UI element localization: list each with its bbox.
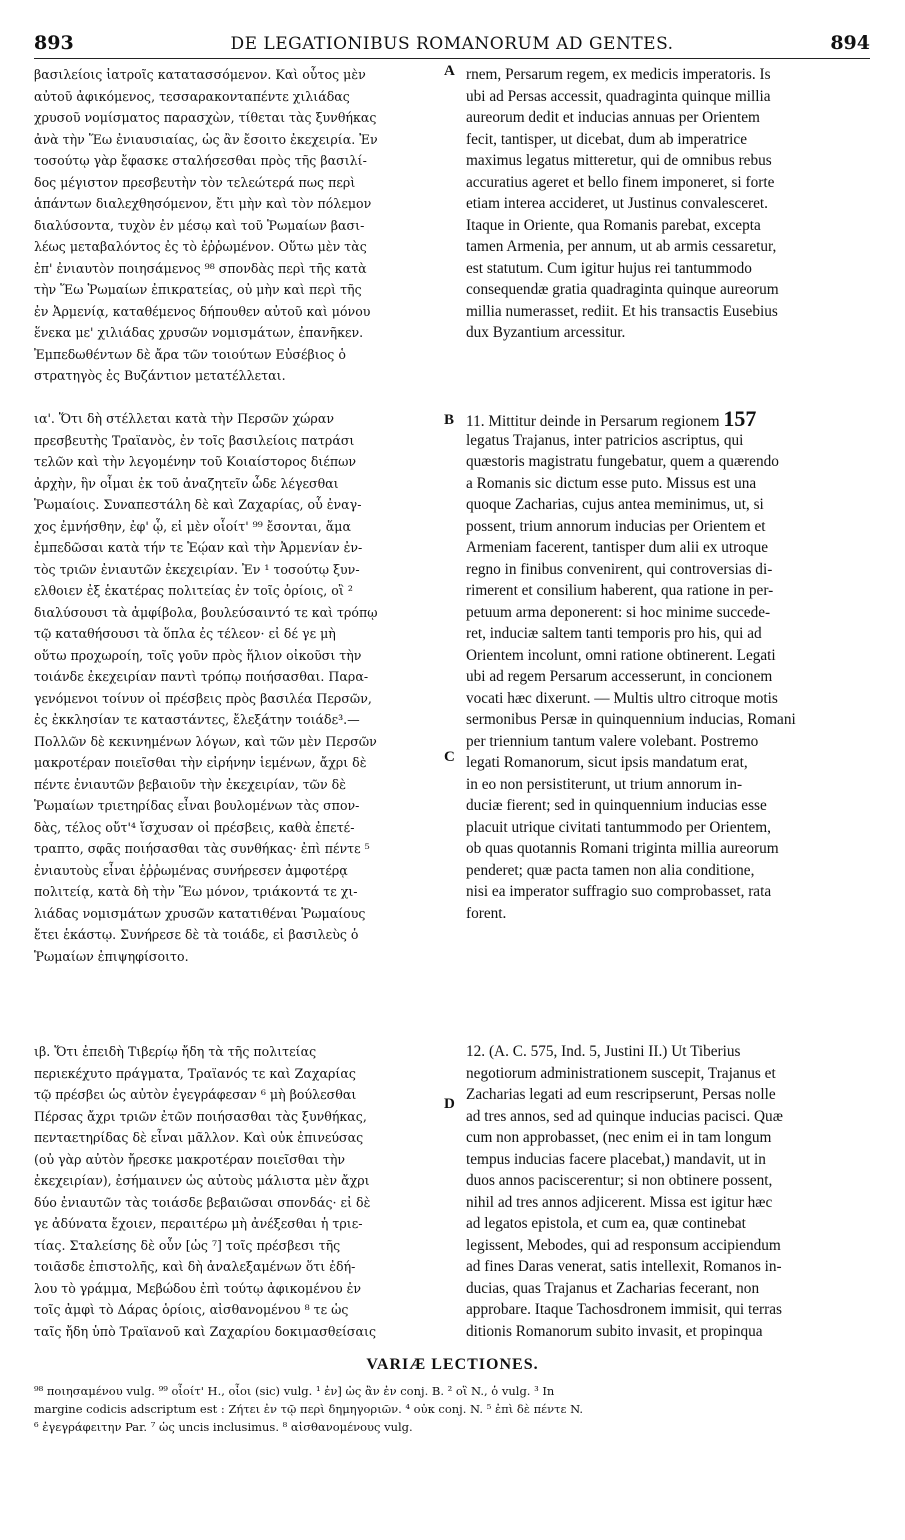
latin-paragraph-1 <box>466 64 872 344</box>
text-line: μακροτέραν ποιεῖσθαι τὴν εἰρήνην ἱεμένων, ἄχρι δὲ <box>34 755 367 770</box>
text-line: Ῥωμαίων τριετηρίδας εἶναι βουλομένων τὰς σπον- <box>34 798 360 813</box>
text-line: τοῖς ἀμφὶ τὸ Δάρας ὁρίοις, αἰσθανομένου ⁸ τε ὡς <box>34 1302 349 1317</box>
text-line: πενταετηρίδας δὲ εἶναι μᾶλλον. Καὶ οὐκ ἐπινεύσας <box>34 1130 364 1145</box>
text-line: 12. (A. C. 575, Ind. 5, Justini II.) Ut Tiberius <box>466 1043 741 1060</box>
text-line: sermonibus Persæ in quinquennium inducias, Romani <box>466 711 796 728</box>
text-line: ubi ad regem Persarum accesserunt, in concionem <box>466 668 773 685</box>
text-line: τραπτο, σφᾶς ποιήσασθαι τὰς συνθήκας· ἐπὶ πέντε ⁵ <box>34 841 370 856</box>
text-line: placuit utrique civitati tantummodo per Orientem, <box>466 818 772 836</box>
text-line: τὸς τριῶν ἐνιαυτῶν ἐκεχειρίαν. Ἐν ¹ τοσούτῳ ξυν- <box>34 561 360 577</box>
text-line: πολιτείᾳ, κατὰ δὴ τὴν Ἕω μόνον, τριάκοντά τε χι- <box>34 884 358 899</box>
running-header <box>34 30 870 59</box>
text-line: consequendæ gratia quadraginta quinque aureorum <box>466 281 779 298</box>
margin-letter-d: D <box>444 1096 455 1112</box>
text-line: tamen Armenia, per annum, ut ab armis cessaretur, <box>466 238 777 255</box>
text-line: ἐνιαυτοὺς εἶναι ἐῤῥωμένας συνήρεσεν ἀμφοτέρᾳ <box>34 862 348 878</box>
section-heading: 11. Mittitur deinde in Persarum regionem <box>466 413 720 430</box>
text-line: legatus Trajanus, inter patricios ascriptus, qui <box>466 431 744 449</box>
text-line: rimerent et consilium haberent, qua ratione in per- <box>466 582 774 599</box>
text-line: ἁπάντων διαλεχθησόμενον, ἔτι μὴν καὶ τὸν πόλεμον <box>34 196 372 211</box>
text-line: τίας. Σταλείσης δὲ οὖν [ὡς ⁷] τοῖς πρέσβεσι τῆς <box>34 1237 341 1253</box>
margin-letter-b: B <box>444 412 455 428</box>
margin-letter-c: C <box>444 749 455 765</box>
text-line: ἕνεκα με' χιλιάδας χρυσῶν νομισμάτων, ἐπανῆκεν. <box>34 325 364 340</box>
text-line: γε ἀδύνατα ἔχοιεν, περαιτέρω μὴ ἀνέξεσθαι ἡ τριε- <box>34 1216 363 1231</box>
text-line: ἐκεχειρίαν), ἐσήμαινεν ὡς αὐτοὺς μάλιστα μὲν ἄχρι <box>34 1173 370 1188</box>
text-line: dux Byzantium arcessitur. <box>466 324 626 341</box>
text-line: quoque Zacharias, cujus antea meminimus, ut, si <box>466 496 764 513</box>
text-line: rnem, Persarum regem, ex medicis imperatoris. Is <box>466 66 771 83</box>
text-line: per triennium tantum valere volebant. Postremo <box>466 732 759 750</box>
text-line: ελθοιεν ἐξ ἑκατέρας πολιτείας ἐν τοῖς ὁρίοις, οἳ ² <box>34 583 353 598</box>
text-line: Πολλῶν δὲ κεκινημένων λόγων, καὶ τῶν μὲν Περσῶν <box>34 733 377 749</box>
text-line: Itaque in Oriente, qua Romanis parebat, excepta <box>466 216 761 234</box>
text-line: regno in finibus convenirent, qui controversias di- <box>466 560 773 578</box>
text-line: τὴν Ἕω Ῥωμαίων ἐπικρατείας, οὐ μὴν καὶ περὶ τῆς <box>34 282 362 297</box>
greek-paragraph-3 <box>34 1041 442 1342</box>
text-line: ἐς ἐκκλησίαν τε καταστάντες, ἔλεξάτην τοιάδε³.— <box>34 712 360 727</box>
text-line: τῷ καταθήσουσι τὰ ὅπλα ἐς τέλεον· εἰ δέ γε μὴ <box>34 626 336 641</box>
text-line: αὐτοῦ ἀφικόμενος, τεσσαρακονταπέντε χιλιάδας <box>34 88 350 104</box>
text-line: χος ἐμνήσθην, ἐφ' ᾧ, εἰ μὲν οἷοίτ' ⁹⁹ ἔσονται, ἅμα <box>34 518 351 534</box>
text-line: τοιάνδε ἐκεχειρίαν παντὶ τρόπῳ ποιήσασθαι. Παρα- <box>34 669 369 684</box>
text-line: cum non approbasset, (nec enim ei in tam longum <box>466 1129 772 1146</box>
text-line: forent. <box>466 904 507 922</box>
text-line: petuum arma deponerent: si hoc minime succede- <box>466 603 771 621</box>
text-line: δύο ἐνιαυτῶν τὰς τοιάσδε βεβαιῶσαι σπονδάς· εἰ δὲ <box>34 1194 371 1210</box>
text-line: nihil ad tres annos adjicerent. Missa est igitur hæc <box>466 1193 773 1211</box>
text-line: nisi ea imperator suffragio suo comprobasset, rata <box>466 883 772 900</box>
page-number-right: 894 <box>830 32 870 54</box>
text-line: λέως μεταβαλόντος ἐς τὸ ἐῤῥωμένον. Οὕτω μὲν τὰς <box>34 239 367 254</box>
text-line: τοιᾶσδε ἐπιστολῆς, καὶ δὴ ἀναλεξαμένων ὅτι ἐδή- <box>34 1259 356 1274</box>
text-line: aureorum dedit et inducias annuas per Orientem <box>466 109 760 126</box>
variae-lectiones-notes <box>34 1382 874 1436</box>
text-line: βασιλείοις ἰατροῖς κατατασσόμενον. Καὶ οὗτος μὲν <box>34 67 366 82</box>
latin-paragraph-2 <box>466 408 872 924</box>
text-line: χρυσοῦ νομίσματος παρασχὼν, τίθεται τὰς ξυνθήκας <box>34 110 377 125</box>
text-line: (οὐ γὰρ αὐτὸν ἤρεσκε μακροτέραν ποιεῖσθαι τὴν <box>34 1151 346 1167</box>
text-line: ob quas quotannis Romani triginta millia aureorum <box>466 840 779 857</box>
text-line: vocati hæc dixerunt. — Multis ultro citroque motis <box>466 689 778 707</box>
text-line: penderet; quæ pacta tamen non alia conditione, <box>466 861 755 879</box>
text-line: duos annos paciscerentur; si non obtinere possent, <box>466 1172 773 1189</box>
text-line: ditionis Romanorum subito invasit, et propinqua <box>466 1322 763 1340</box>
text-line: legissent, Mebodes, qui ad responsum accipiendum <box>466 1236 781 1254</box>
text-line: Armeniam facerent, tantisper dum alii ex utroque <box>466 539 769 556</box>
page-number-left: 893 <box>34 32 74 54</box>
text-line: Ῥωμαίοις. Συναπεστάλη δὲ καὶ Ζαχαρίας, οὗ ἐναγ- <box>34 497 362 512</box>
text-line: est statutum. Cum igitur hujus rei tantummodo <box>466 259 752 277</box>
text-line: ad tres annos, sed ad quinque inducias pacisci. Quæ <box>466 1107 783 1125</box>
running-title: DE LEGATIONIBUS ROMANORUM AD GENTES. <box>230 34 674 54</box>
text-line: Zacharias legati ad eum rescripserunt, Persas nolle <box>466 1086 776 1103</box>
text-line <box>466 408 872 430</box>
text-line: Ῥωμαίων ἐπιψηφίσοιτο. <box>34 948 189 964</box>
text-line: διαλύσουσι τὰ ἀμφίβολα, βουλεύσαιντό τε καὶ τρόπῳ <box>34 604 378 620</box>
text-line: duciæ fierent; sed in quinquennium inducias esse <box>466 797 767 814</box>
text-line: ταῖς ἤδη ὑπὸ Τραϊανοῦ καὶ Ζαχαρίου δοκιμασθείσαις <box>34 1323 376 1339</box>
text-line: τοσούτῳ γὰρ ἔφασκε σταλήσεσθαι πρὸς τῆς βασιλί- <box>34 153 367 168</box>
footnote-line: ⁶ ἐγεγράφειτην Par. ⁷ ὡς uncis inclusimus. ⁸ αἰσθανομένους vulg. <box>34 1420 413 1434</box>
text-line: Πέρσας ἄχρι τριῶν ἐτῶν ποιήσασθαι τὰς ξυνθήκας, <box>34 1108 367 1124</box>
footnote-line: ⁹⁸ ποιησαμένου vulg. ⁹⁹ οἷοίτ' H., οἷοι (sic) vulg. ¹ ἐν] ὡς ἂν ἐν conj. B. ² οἳ N., ὁ vulg. ³ In <box>34 1384 555 1398</box>
text-line: τῷ πρέσβει ὡς αὐτὸν ἐγεγράφεσαν ⁶ μὴ βούλεσθαι <box>34 1087 357 1102</box>
text-line: δὰς, τέλος οὔτ'⁴ ἴσχυσαν οἱ πρέσβεις, καθὰ ἐπετέ- <box>34 819 355 835</box>
latin-paragraph-3 <box>466 1041 872 1342</box>
text-line: ἀρχὴν, ἣν οἶμαι ἐκ τοῦ ἀναζητεῖν ὧδε λέγεσθαι <box>34 475 339 491</box>
footnote-line: margine codicis adscriptum est : Ζήτει ἐν τῷ περὶ δημηγοριῶν. ⁴ οὐκ conj. N. ⁵ ἐπὶ δὲ πέντε N. <box>34 1402 584 1416</box>
text-line: millia numerasset, rediit. Et his transactis Eusebius <box>466 302 778 320</box>
text-line: πρεσβευτὴς Τραϊανὸς, ἐν τοῖς βασιλείοις πατράσι <box>34 432 355 448</box>
text-line: λιάδας νομισμάτων χρυσῶν κατατιθέναι Ῥωμαίους <box>34 905 366 921</box>
text-line: in eo non persistiterunt, ut trium annorum in- <box>466 775 743 793</box>
text-line: tempus inducias facere placebat,) mandavit, ut in <box>466 1150 766 1168</box>
text-line: ad legatos epistola, et cum ea, quæ continebat <box>466 1215 746 1232</box>
text-line: διαλύσοντα, τυχὸν ἐν μέσῳ καὶ τοῦ Ῥωμαίων βασι- <box>34 217 365 233</box>
text-line: legati Romanorum, sicut ipsis mandatum erat, <box>466 754 748 771</box>
text-line: λου τὸ γράμμα, Μεβώδου ἐπὶ τούτῳ ἀφικομένου ἐν <box>34 1280 362 1296</box>
greek-paragraph-1 <box>34 64 442 387</box>
text-line: πέντε ἐνιαυτῶν βεβαιοῦν τὴν ἐκεχειρίαν, τῶν δὲ <box>34 776 346 792</box>
greek-paragraph-2 <box>34 408 442 967</box>
text-line: ret, induciæ saltem tanti temporis pro his, qui ad <box>466 625 762 642</box>
text-line: approbare. Itaque Tachosdronem immisit, qui terras <box>466 1301 782 1318</box>
text-line: ubi ad Persas accessit, quadraginta quinque millia <box>466 87 771 105</box>
text-line: περιεκέχυτο πράγματα, Τραϊανός τε καὶ Ζαχαρίας <box>34 1065 356 1081</box>
text-line: a Romanis sic dictum esse puto. Missus est una <box>466 474 757 492</box>
text-line: ια'. Ὅτι δὴ στέλλεται κατὰ τὴν Περσῶν χώραν <box>34 411 334 426</box>
text-line: ἐμπεδῶσαι κατὰ τήν τε Ἑῴαν καὶ τὴν Ἀρμενίαν ἐν- <box>34 540 363 555</box>
text-line: etiam interea accideret, ut Justinus convalesceret. <box>466 195 768 212</box>
text-line: quæstoris magistratu fungebatur, quem a quærendo <box>466 453 779 470</box>
text-line: fecit, tantisper, ut dicebat, dum ab imperatrice <box>466 130 747 148</box>
text-line: ad fines Daras venerat, satis intellexit, Romanos in- <box>466 1258 782 1275</box>
text-line: negotiorum administrationem suscepit, Trajanus et <box>466 1064 776 1082</box>
text-line: δος μέγιστον πρεσβευτὴν τὸν τελεώτερά πως περὶ <box>34 174 356 190</box>
text-line: maximus legatus mitteretur, qui de omnibus rebus <box>466 152 772 169</box>
chapter-number: 157 <box>723 408 757 430</box>
text-line: accuratius ageret et bello finem imponeret, si forte <box>466 173 775 191</box>
text-line: ἐν Ἀρμενίᾳ, καταθέμενος δήπουθεν αὐτοῦ καὶ μόνου <box>34 303 371 319</box>
text-line: τελῶν καὶ τὴν λεγομένην τοῦ Κοιαίστορος διέπων <box>34 454 357 469</box>
text-line: Ἐμπεδωθέντων δὲ ἄρα τῶν τοιούτων Εὐσέβιος ὁ <box>34 346 346 362</box>
text-line: στρατηγὸς ἐς Βυζάντιον μετατέλλεται. <box>34 368 286 383</box>
text-line: ducias, quas Trajanus et Zacharias fecerant, non <box>466 1279 760 1297</box>
text-line: possent, trium annorum inducias per Orientem et <box>466 517 766 535</box>
margin-letter-a: A <box>444 63 455 79</box>
variae-lectiones-title: VARIÆ LECTIONES. <box>366 1356 539 1373</box>
text-line: ἀνὰ τὴν Ἕω ἐνιαυσιαίας, ὡς ἂν ἔσοιτο ἐκεχειρία. Ἐν <box>34 131 378 147</box>
text-line: οὕτω προχωροίη, τοῖς γοῦν πρὸς ἥλιον οἰκοῦσι τὴν <box>34 647 362 663</box>
text-line: Orientem incolunt, omni ratione obtinerent. Legati <box>466 646 776 664</box>
text-line: ιβ. Ὅτι ἐπειδὴ Τιβερίῳ ἤδη τὰ τῆς πολιτείας <box>34 1044 317 1059</box>
text-line: ἐπ' ἐνιαυτὸν ποιησάμενος ⁹⁸ σπονδὰς περὶ τῆς κατὰ <box>34 260 367 276</box>
text-line: ἔτει ἑκάστῳ. Συνήρεσε δὲ τὰ τοιάδε, εἰ βασιλεὺς ὁ <box>34 927 359 942</box>
text-line: γενόμενοι τοίνυν οἱ πρέσβεις πρὸς βασιλέα Περσῶν, <box>34 690 372 706</box>
